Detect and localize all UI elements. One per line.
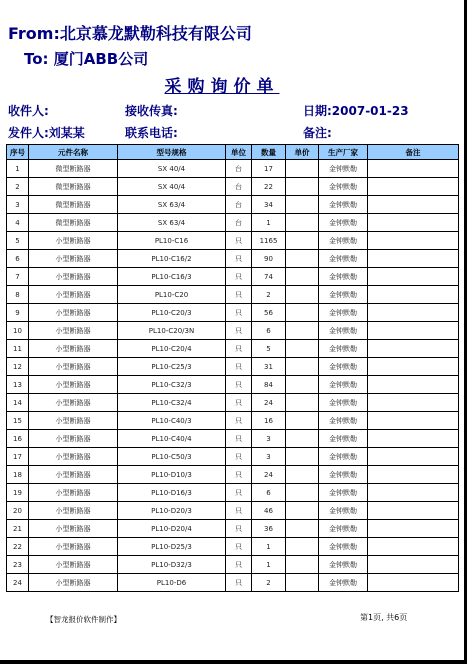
table-cell: PL10-D16/3 (118, 484, 226, 502)
table-cell: 只 (226, 268, 252, 286)
table-cell (368, 268, 459, 286)
table-cell (368, 214, 459, 232)
table-row (7, 484, 459, 502)
table-row (7, 394, 459, 412)
table-row (7, 322, 459, 340)
table-cell: 19 (7, 484, 29, 502)
table-cell: 只 (226, 376, 252, 394)
table-cell: 1165 (252, 232, 286, 250)
table-cell: 9 (7, 304, 29, 322)
table-cell: 小型断路器 (29, 232, 118, 250)
table-cell (286, 484, 319, 502)
table-cell (368, 178, 459, 196)
to-line: To: 厦门ABB公司 (24, 50, 149, 68)
column-header: 生产厂家 (319, 145, 368, 160)
page-border-bottom (0, 660, 467, 664)
table-cell: 小型断路器 (29, 466, 118, 484)
table-cell: PL10-C25/3 (118, 358, 226, 376)
table-cell: 10 (7, 322, 29, 340)
table-cell: 11 (7, 340, 29, 358)
note-label: 备注: (303, 126, 332, 140)
table-cell: 金钟默勒 (319, 178, 368, 196)
table-cell: 31 (252, 358, 286, 376)
table-cell: 1 (7, 160, 29, 178)
table-cell: 金钟默勒 (319, 466, 368, 484)
table-cell: 只 (226, 574, 252, 592)
table-cell: 2 (252, 574, 286, 592)
footer-page-number: 第1页, 共6页 (360, 613, 408, 622)
table-row (7, 376, 459, 394)
table-cell (368, 376, 459, 394)
fax-label: 接收传真: (125, 104, 178, 118)
table-cell: 只 (226, 484, 252, 502)
column-header: 元件名称 (29, 145, 118, 160)
table-row (7, 286, 459, 304)
column-header: 型号规格 (118, 145, 226, 160)
table-cell: 小型断路器 (29, 412, 118, 430)
table-cell: 金钟默勒 (319, 250, 368, 268)
table-cell: 金钟默勒 (319, 196, 368, 214)
column-header: 序号 (7, 145, 29, 160)
table-cell (286, 340, 319, 358)
table-cell: 金钟默勒 (319, 502, 368, 520)
table-cell: PL10-D20/4 (118, 520, 226, 538)
table-cell: 只 (226, 556, 252, 574)
table-row (7, 232, 459, 250)
table-cell: 小型断路器 (29, 250, 118, 268)
table-cell (286, 250, 319, 268)
table-row (7, 538, 459, 556)
table-cell (368, 520, 459, 538)
table-cell (286, 412, 319, 430)
quote-table (6, 144, 459, 592)
table-cell: 15 (7, 412, 29, 430)
table-cell: 小型断路器 (29, 556, 118, 574)
table-cell: 小型断路器 (29, 484, 118, 502)
table-cell: 金钟默勒 (319, 214, 368, 232)
table-cell: 小型断路器 (29, 304, 118, 322)
table-cell: 16 (7, 430, 29, 448)
table-cell (286, 268, 319, 286)
table-row (7, 466, 459, 484)
table-cell: 2 (7, 178, 29, 196)
table-cell (286, 304, 319, 322)
table-cell (286, 394, 319, 412)
table-cell: PL10-D25/3 (118, 538, 226, 556)
table-row (7, 250, 459, 268)
table-cell: 只 (226, 304, 252, 322)
table-cell: 金钟默勒 (319, 574, 368, 592)
table-cell: 金钟默勒 (319, 286, 368, 304)
table-cell (286, 574, 319, 592)
table-cell: 1 (252, 538, 286, 556)
table-cell: 微型断路器 (29, 178, 118, 196)
table-cell: 小型断路器 (29, 538, 118, 556)
column-header: 单价 (286, 145, 319, 160)
table-cell: PL10-C32/4 (118, 394, 226, 412)
table-cell: 金钟默勒 (319, 538, 368, 556)
table-cell: 只 (226, 322, 252, 340)
table-cell: 2 (252, 286, 286, 304)
table-cell: 17 (7, 448, 29, 466)
table-cell: 小型断路器 (29, 286, 118, 304)
table-cell: PL10-C40/4 (118, 430, 226, 448)
table-cell (368, 160, 459, 178)
table-cell: 只 (226, 286, 252, 304)
table-cell (286, 232, 319, 250)
table-cell: 微型断路器 (29, 214, 118, 232)
table-cell (368, 412, 459, 430)
table-cell: 只 (226, 538, 252, 556)
table-cell: 23 (7, 556, 29, 574)
table-cell (368, 232, 459, 250)
table-cell: 金钟默勒 (319, 322, 368, 340)
table-cell: 金钟默勒 (319, 448, 368, 466)
table-cell: 3 (7, 196, 29, 214)
table-cell: 13 (7, 376, 29, 394)
table-cell: 24 (252, 394, 286, 412)
table-cell: PL10-C16/3 (118, 268, 226, 286)
table-cell (286, 556, 319, 574)
table-cell (286, 520, 319, 538)
table-cell: 微型断路器 (29, 160, 118, 178)
recipient-label: 收件人: (8, 104, 49, 118)
column-header: 数量 (252, 145, 286, 160)
table-cell: 21 (7, 520, 29, 538)
table-cell: 金钟默勒 (319, 520, 368, 538)
table-cell: 14 (7, 394, 29, 412)
table-cell: 金钟默勒 (319, 394, 368, 412)
table-cell: 金钟默勒 (319, 556, 368, 574)
table-cell: 36 (252, 520, 286, 538)
table-cell (286, 430, 319, 448)
table-cell: 6 (252, 322, 286, 340)
page-title: 采购询价单 (164, 77, 280, 97)
table-cell: 金钟默勒 (319, 376, 368, 394)
table-row (7, 412, 459, 430)
table-row (7, 268, 459, 286)
table-row (7, 502, 459, 520)
table-cell: SX 40/4 (118, 160, 226, 178)
table-cell: 台 (226, 160, 252, 178)
table-cell (286, 178, 319, 196)
table-cell: 金钟默勒 (319, 304, 368, 322)
table-cell (368, 502, 459, 520)
table-cell: 金钟默勒 (319, 268, 368, 286)
table-cell (286, 160, 319, 178)
table-cell (368, 286, 459, 304)
table-cell (368, 340, 459, 358)
table-cell (368, 430, 459, 448)
table-cell: PL10-C20/3 (118, 304, 226, 322)
table-cell (368, 556, 459, 574)
table-cell: PL10-C20/3N (118, 322, 226, 340)
table-cell: 金钟默勒 (319, 232, 368, 250)
table-cell: 小型断路器 (29, 358, 118, 376)
table-cell: 6 (7, 250, 29, 268)
table-cell: 只 (226, 466, 252, 484)
table-cell: 小型断路器 (29, 376, 118, 394)
table-cell: 小型断路器 (29, 430, 118, 448)
column-header: 单位 (226, 145, 252, 160)
table-cell: 小型断路器 (29, 448, 118, 466)
table-cell: 46 (252, 502, 286, 520)
table-cell: 只 (226, 430, 252, 448)
table-cell: 小型断路器 (29, 520, 118, 538)
table-cell (286, 358, 319, 376)
footer-software-credit: 【智龙报价软件制作】 (46, 615, 121, 624)
table-row (7, 520, 459, 538)
table-cell (368, 250, 459, 268)
table-cell: 金钟默勒 (319, 358, 368, 376)
table-cell: SX 40/4 (118, 178, 226, 196)
table-cell: 84 (252, 376, 286, 394)
table-cell (286, 214, 319, 232)
table-cell: 小型断路器 (29, 322, 118, 340)
sender-label: 发件人:刘某某 (8, 126, 85, 140)
table-cell: PL10-D32/3 (118, 556, 226, 574)
date-label: 日期:2007-01-23 (303, 104, 409, 118)
table-cell: 小型断路器 (29, 502, 118, 520)
table-cell: 4 (7, 214, 29, 232)
table-cell: 24 (7, 574, 29, 592)
table-cell: 22 (7, 538, 29, 556)
table-cell (368, 394, 459, 412)
table-cell (368, 304, 459, 322)
table-cell: 34 (252, 196, 286, 214)
table-row (7, 196, 459, 214)
table-cell: 金钟默勒 (319, 430, 368, 448)
table-cell: PL10-C32/3 (118, 376, 226, 394)
table-cell: 只 (226, 520, 252, 538)
table-cell: 台 (226, 214, 252, 232)
table-cell: SX 63/4 (118, 196, 226, 214)
table-cell (368, 322, 459, 340)
table-cell (368, 358, 459, 376)
table-row (7, 448, 459, 466)
table-cell (286, 196, 319, 214)
table-cell: PL10-D10/3 (118, 466, 226, 484)
table-cell (286, 448, 319, 466)
table-cell: 8 (7, 286, 29, 304)
table-cell (368, 484, 459, 502)
table-cell: 56 (252, 304, 286, 322)
table-cell: 小型断路器 (29, 340, 118, 358)
table-cell: PL10-C20 (118, 286, 226, 304)
table-cell: 金钟默勒 (319, 340, 368, 358)
table-cell (286, 538, 319, 556)
table-cell (286, 502, 319, 520)
table-row (7, 556, 459, 574)
table-cell: 微型断路器 (29, 196, 118, 214)
table-cell: 3 (252, 448, 286, 466)
table-cell: 只 (226, 232, 252, 250)
table-row (7, 214, 459, 232)
table-row (7, 358, 459, 376)
table-cell: 只 (226, 250, 252, 268)
table-cell: 22 (252, 178, 286, 196)
table-cell: 只 (226, 448, 252, 466)
table-row (7, 178, 459, 196)
table-cell: PL10-C20/4 (118, 340, 226, 358)
table-cell: PL10-C16/2 (118, 250, 226, 268)
table-cell: 小型断路器 (29, 268, 118, 286)
table-cell: 12 (7, 358, 29, 376)
table-cell: PL10-D6 (118, 574, 226, 592)
table-cell: 17 (252, 160, 286, 178)
table-cell: PL10-D20/3 (118, 502, 226, 520)
table-cell: PL10-C16 (118, 232, 226, 250)
table-cell: 只 (226, 340, 252, 358)
table-cell: 74 (252, 268, 286, 286)
table-cell (368, 448, 459, 466)
table-cell: PL10-C50/3 (118, 448, 226, 466)
table-cell (368, 466, 459, 484)
table-header-row (7, 145, 459, 160)
table-cell (368, 538, 459, 556)
table-cell: 金钟默勒 (319, 484, 368, 502)
table-cell (286, 376, 319, 394)
table-row (7, 340, 459, 358)
table-cell: 只 (226, 412, 252, 430)
table-cell: 台 (226, 178, 252, 196)
table-cell: 小型断路器 (29, 394, 118, 412)
table-cell: 1 (252, 214, 286, 232)
table-cell: 金钟默勒 (319, 160, 368, 178)
table-cell (286, 322, 319, 340)
table-cell: 16 (252, 412, 286, 430)
table-cell: 台 (226, 196, 252, 214)
table-cell: 1 (252, 556, 286, 574)
table-cell: 只 (226, 358, 252, 376)
table-row (7, 574, 459, 592)
table-cell: SX 63/4 (118, 214, 226, 232)
table-cell: 18 (7, 466, 29, 484)
table-cell: 7 (7, 268, 29, 286)
table-cell: PL10-C40/3 (118, 412, 226, 430)
table-cell: 只 (226, 394, 252, 412)
table-cell: 金钟默勒 (319, 412, 368, 430)
table-cell: 只 (226, 502, 252, 520)
table-cell: 5 (252, 340, 286, 358)
table-cell (286, 466, 319, 484)
column-header: 备注 (368, 145, 459, 160)
table-cell: 20 (7, 502, 29, 520)
table-row (7, 430, 459, 448)
from-line: From:北京慕龙默勒科技有限公司 (8, 24, 252, 43)
table-cell (286, 286, 319, 304)
table-row (7, 304, 459, 322)
table-cell: 6 (252, 484, 286, 502)
table-cell (368, 574, 459, 592)
table-cell: 小型断路器 (29, 574, 118, 592)
table-cell: 24 (252, 466, 286, 484)
table-cell: 3 (252, 430, 286, 448)
table-row (7, 160, 459, 178)
table-cell: 90 (252, 250, 286, 268)
table-cell: 5 (7, 232, 29, 250)
table-cell (368, 196, 459, 214)
phone-label: 联系电话: (125, 126, 178, 140)
